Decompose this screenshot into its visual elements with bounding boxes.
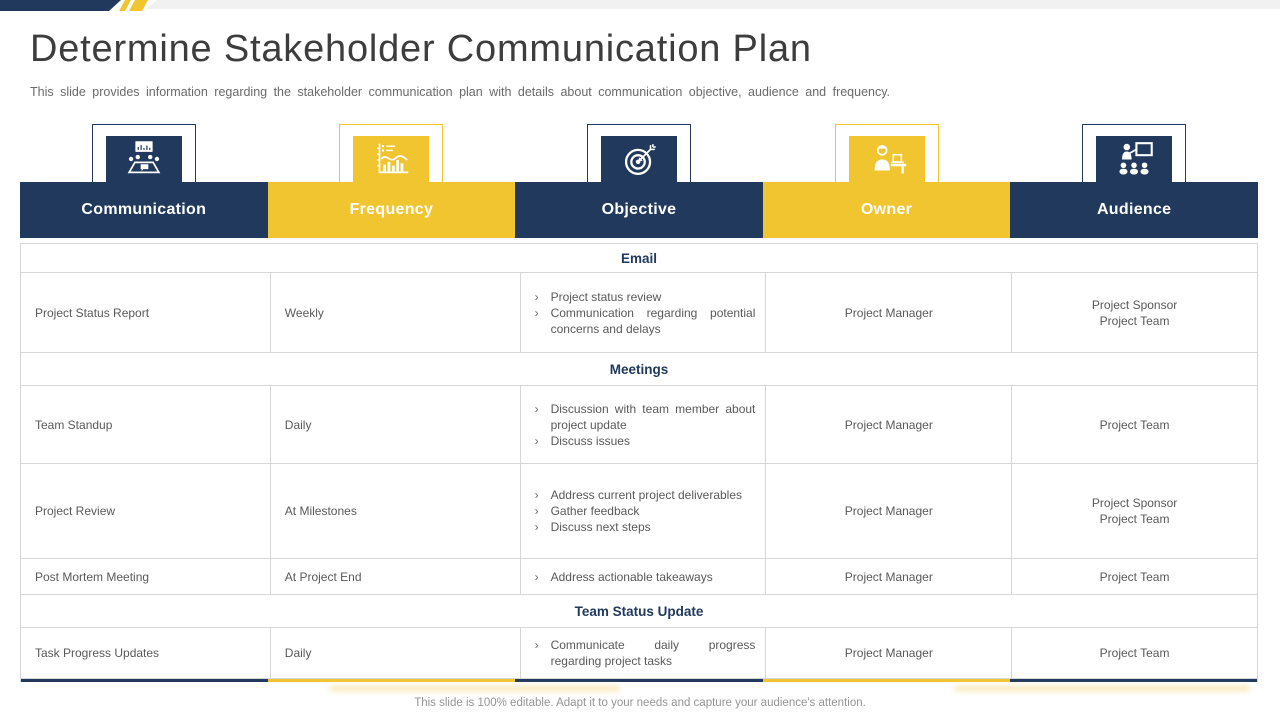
objective-bullet: › Gather feedback bbox=[531, 503, 756, 519]
bar-chart-icon bbox=[353, 136, 429, 182]
objective-bullet: › Communication regarding potential concerns and delays bbox=[531, 305, 756, 337]
owner-cell: Project Manager bbox=[766, 559, 1012, 594]
table-row bbox=[21, 464, 1257, 559]
bottom-accent-segment bbox=[268, 679, 515, 682]
bottom-accent-segment bbox=[21, 679, 268, 682]
column-icon-owner bbox=[763, 124, 1011, 182]
communication-cell: Project Review bbox=[21, 464, 271, 558]
frequency-cell: At Milestones bbox=[271, 464, 521, 558]
objective-bullet: › Communicate daily progress regarding project tasks bbox=[531, 637, 756, 669]
gray-accent-bar bbox=[146, 0, 1280, 9]
communication-cell: Task Progress Updates bbox=[21, 628, 271, 678]
page-title: Determine Stakeholder Communication Plan bbox=[30, 28, 812, 70]
audience-line: Project Team bbox=[1099, 313, 1170, 328]
table-row bbox=[21, 628, 1257, 679]
section-header-row bbox=[21, 353, 1257, 386]
section-title: Meetings bbox=[609, 361, 669, 377]
audience-cell bbox=[1012, 628, 1257, 678]
frequency-cell: Daily bbox=[271, 386, 521, 463]
navy-accent-bar bbox=[0, 0, 121, 11]
bottom-accent-segment bbox=[763, 679, 1010, 682]
communication-cell: Post Mortem Meeting bbox=[21, 559, 271, 594]
column-header-objective: Objective bbox=[515, 182, 763, 238]
table-row bbox=[21, 559, 1257, 595]
objective-bullet: › Project status review bbox=[531, 289, 756, 305]
bottom-accent-segment bbox=[515, 679, 762, 682]
audience-cell bbox=[1012, 386, 1257, 463]
column-header-frequency: Frequency bbox=[268, 182, 516, 238]
section-title: Team Status Update bbox=[574, 603, 704, 619]
audience-cell bbox=[1012, 464, 1257, 558]
person-desk-icon bbox=[849, 136, 925, 182]
section-title: Email bbox=[620, 250, 658, 266]
bottom-accent-segment bbox=[1010, 679, 1257, 682]
icons-row bbox=[20, 124, 1258, 182]
section-header-row bbox=[21, 244, 1257, 273]
frequency-cell: Daily bbox=[271, 628, 521, 678]
column-header-area bbox=[20, 124, 1258, 238]
audience-cell bbox=[1012, 273, 1257, 352]
frequency-cell: Weekly bbox=[271, 273, 521, 352]
objective-bullet: › Address current project deliverables bbox=[531, 487, 756, 503]
meeting-presentation-icon bbox=[106, 136, 182, 182]
column-icon-communication bbox=[20, 124, 268, 182]
column-icon-frequency bbox=[268, 124, 516, 182]
objective-cell bbox=[521, 386, 767, 463]
objective-cell bbox=[521, 464, 767, 558]
target-icon bbox=[601, 136, 677, 182]
table-row bbox=[21, 273, 1257, 353]
owner-cell: Project Manager bbox=[766, 273, 1012, 352]
audience-line: Project Team bbox=[1099, 646, 1170, 660]
column-header-audience: Audience bbox=[1010, 182, 1258, 238]
table-glow-accent bbox=[330, 686, 620, 691]
table-row bbox=[21, 386, 1257, 464]
objective-cell bbox=[521, 559, 767, 594]
owner-cell: Project Manager bbox=[766, 628, 1012, 678]
objective-bullet: › Discussion with team member about project update bbox=[531, 401, 756, 433]
column-icon-audience bbox=[1010, 124, 1258, 182]
table-glow-accent bbox=[955, 686, 1250, 691]
yellow-slash-accent bbox=[129, 0, 148, 11]
audience-line: Project Team bbox=[1099, 417, 1170, 432]
communication-plan-table bbox=[20, 243, 1258, 682]
top-accent-strip bbox=[0, 0, 1280, 13]
objective-cell bbox=[521, 273, 767, 352]
table-bottom-accent bbox=[21, 679, 1257, 682]
section-header-row bbox=[21, 595, 1257, 628]
slide-footer-note: This slide is 100% editable. Adapt it to your needs and capture your audience's attention. bbox=[414, 697, 866, 709]
column-header-bar bbox=[20, 182, 1258, 238]
audience-line: Project Sponsor bbox=[1091, 297, 1178, 312]
owner-cell: Project Manager bbox=[766, 464, 1012, 558]
audience-line: Project Sponsor bbox=[1091, 496, 1178, 510]
frequency-cell: At Project End bbox=[271, 559, 521, 594]
column-icon-objective bbox=[515, 124, 763, 182]
audience-line: Project Team bbox=[1099, 512, 1170, 526]
column-header-owner: Owner bbox=[763, 182, 1011, 238]
owner-cell: Project Manager bbox=[766, 386, 1012, 463]
communication-cell: Project Status Report bbox=[21, 273, 271, 352]
audience-cell bbox=[1012, 559, 1257, 594]
objective-cell bbox=[521, 628, 767, 678]
page-subtitle: This slide provides information regarding the stakeholder communication plan with details about communication objective, audience and frequency. bbox=[30, 85, 891, 99]
audience-line: Project Team bbox=[1099, 569, 1170, 584]
presenter-audience-icon bbox=[1096, 136, 1172, 182]
communication-cell: Team Standup bbox=[21, 386, 271, 463]
objective-bullet: › Discuss issues bbox=[531, 433, 756, 449]
column-header-communication: Communication bbox=[20, 182, 268, 238]
objective-bullet: › Discuss next steps bbox=[531, 519, 756, 535]
objective-bullet: › Address actionable takeaways bbox=[531, 569, 756, 585]
